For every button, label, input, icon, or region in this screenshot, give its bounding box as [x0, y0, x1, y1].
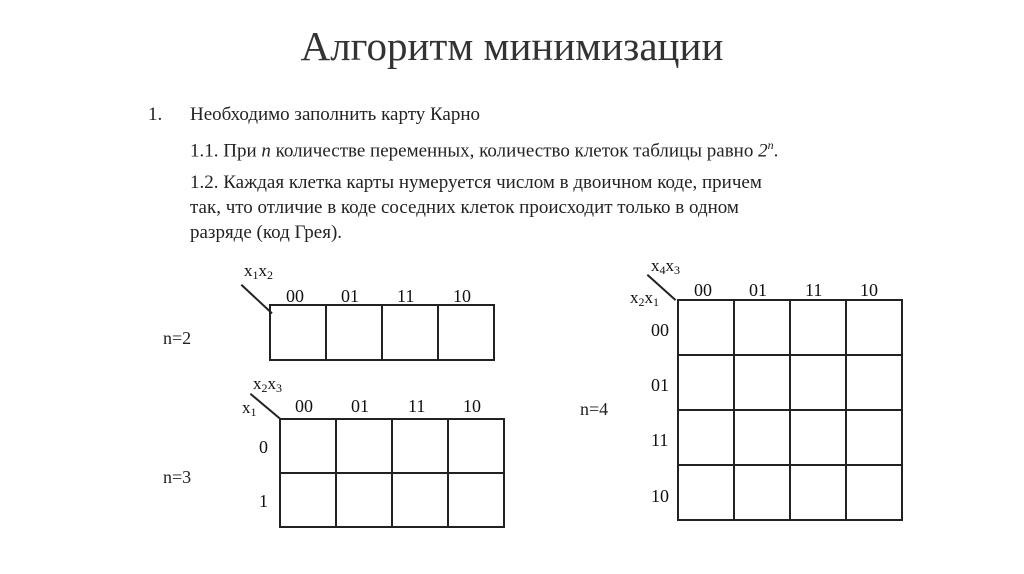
- list-item-1-1-base: 2: [758, 140, 768, 162]
- map-cell: [438, 305, 494, 360]
- map-n2-grid: [269, 304, 495, 361]
- map-n3-column-header: 11: [408, 396, 426, 416]
- page-title: Алгоритм минимизации: [300, 23, 724, 69]
- map-n3-column-header: 10: [463, 396, 481, 416]
- map-cell: [280, 419, 336, 473]
- map-n2-column-header: 00: [286, 286, 304, 306]
- map-cell: [270, 305, 326, 360]
- map-n3-row-header: 1: [259, 491, 268, 511]
- map-cell: [392, 473, 448, 527]
- map-n3-column-header: 01: [351, 396, 369, 416]
- list-item-1-text: Необходимо заполнить карту Карно: [190, 104, 481, 125]
- map-cell: [734, 300, 790, 355]
- map-n4-label: n=4: [580, 399, 609, 419]
- map-n2-column-header: 01: [341, 286, 359, 306]
- map-cell: [448, 419, 504, 473]
- map-cell: [790, 355, 846, 410]
- map-cell: [734, 410, 790, 465]
- map-n4-grid: [677, 299, 903, 521]
- map-n3-grid: [279, 418, 505, 528]
- map-n3-column-header: 00: [295, 396, 313, 416]
- map-cell: [678, 465, 734, 520]
- map-n3-label: n=3: [163, 467, 192, 487]
- map-n2-label: n=2: [163, 328, 192, 348]
- map-n2-corner-divider: [241, 284, 273, 314]
- map-cell: [678, 410, 734, 465]
- list-item-1-2-line-2: так, что отличие в коде соседних клеток происходит только в одном: [190, 197, 739, 218]
- map-n4-column-header: 01: [749, 280, 767, 300]
- map-cell: [790, 300, 846, 355]
- map-n3-column-variables: $x_2x_3$: [253, 374, 282, 395]
- map-cell: [846, 300, 902, 355]
- list-item-1-1-variable: n: [261, 140, 271, 162]
- map-cell: [326, 305, 382, 360]
- map-n4-row-header: 00: [651, 320, 669, 340]
- map-cell: [846, 465, 902, 520]
- map-cell: [678, 300, 734, 355]
- map-n4-row-header: 01: [651, 375, 669, 395]
- list-item-1-1-middle: количестве переменных, количество клеток таблицы равно: [270, 140, 759, 162]
- map-cell: [734, 355, 790, 410]
- map-n4-column-header: 10: [860, 280, 878, 300]
- list-item-1-2-line-3: разряде (код Грея).: [190, 222, 343, 243]
- map-n4-column-header: 11: [805, 280, 823, 300]
- map-cell: [392, 419, 448, 473]
- map-n4-row-header: 10: [651, 486, 669, 506]
- map-cell: [336, 473, 392, 527]
- map-n4-column-variables: $x_4x_3$: [651, 256, 680, 277]
- map-cell: [846, 410, 902, 465]
- list-item-1-1-exponent: n: [767, 138, 774, 152]
- map-cell: [678, 355, 734, 410]
- list-item-1-2-line-1: 1.2. Каждая клетка карты нумеруется числом в двоичном коде, причем: [190, 172, 762, 193]
- map-n3-row-header: 0: [259, 437, 268, 457]
- list-item-1-1: [190, 138, 778, 162]
- map-cell: [790, 410, 846, 465]
- map-cell: [336, 419, 392, 473]
- map-cell: [790, 465, 846, 520]
- map-n2-column-variables: $x_1x_2$: [244, 261, 273, 282]
- map-cell: [448, 473, 504, 527]
- map-cell: [382, 305, 438, 360]
- map-cell: [734, 465, 790, 520]
- map-cell: [846, 355, 902, 410]
- map-n4-row-variables: $x_2x_1$: [630, 288, 659, 309]
- map-cell: [280, 473, 336, 527]
- map-n4-column-header: 00: [694, 280, 712, 300]
- list-item-1-1-end: .: [773, 140, 779, 162]
- map-n2-column-header: 11: [397, 286, 415, 306]
- list-item-1-number: 1.: [148, 104, 163, 125]
- map-n3-row-variable: $x_1$: [242, 398, 257, 419]
- map-n4-row-header: 11: [651, 430, 669, 450]
- map-n2-column-header: 10: [453, 286, 471, 306]
- list-item-1-1-prefix: 1.1. При: [190, 140, 262, 162]
